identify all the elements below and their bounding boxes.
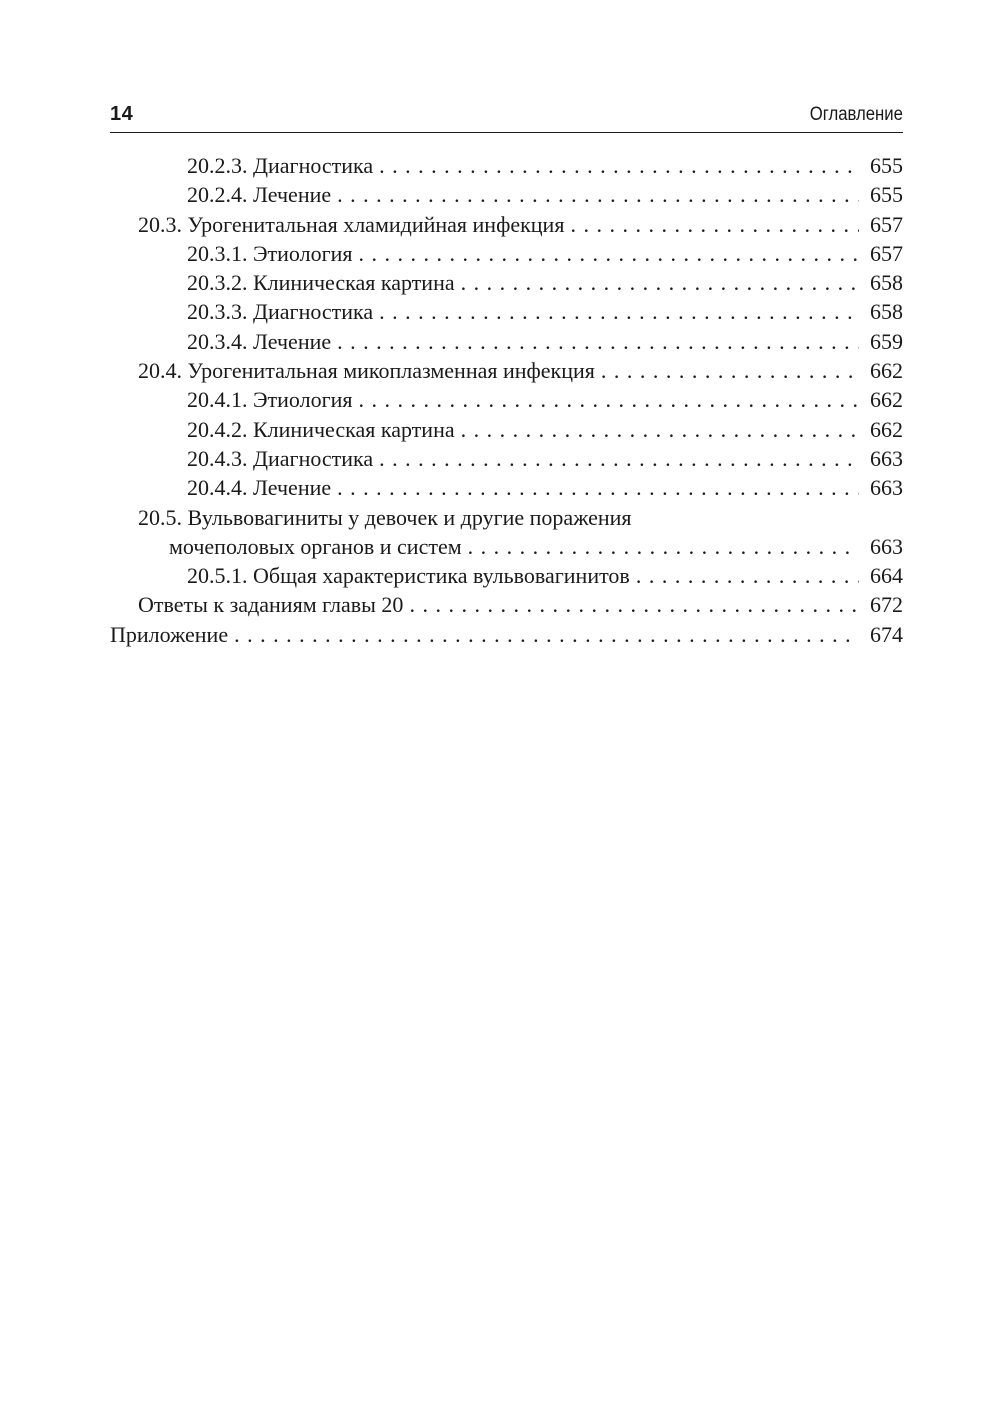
toc-entry-title: 20.3.3. Диагностика — [187, 299, 374, 325]
toc-entry-page: 657 — [870, 240, 903, 266]
toc-entry-20-3[interactable] — [110, 210, 903, 239]
toc-entry-page: 664 — [870, 563, 903, 589]
dot-leader — [601, 356, 859, 385]
toc-entry-title: 20.5.1. Общая характеристика вульвовагинитов — [187, 563, 630, 589]
table-of-contents — [110, 151, 903, 649]
dot-leader — [461, 415, 859, 444]
toc-entry-page: 662 — [870, 358, 903, 384]
toc-entry-20-2-4[interactable] — [110, 180, 903, 209]
toc-entry-20-4-3[interactable] — [110, 444, 903, 473]
dot-leader — [379, 297, 859, 326]
toc-entry-20-4-1[interactable] — [110, 385, 903, 414]
toc-entry-title: 20.4.1. Этиология — [187, 387, 353, 413]
toc-entry-title: 20.2.4. Лечение — [187, 182, 332, 208]
toc-entry-title: 20.4.3. Диагностика — [187, 445, 374, 471]
page-header — [110, 100, 903, 133]
toc-entry-title: Приложение — [110, 621, 229, 647]
toc-entry-page: 663 — [870, 475, 903, 501]
toc-entry-title: 20.4. Урогенитальная микоплазменная инфекция — [138, 358, 595, 384]
toc-entry-page: 663 — [870, 445, 903, 471]
toc-entry-title: 20.3. Урогенитальная хламидийная инфекция — [138, 211, 565, 237]
dot-leader — [461, 268, 859, 297]
toc-entry-title: 20.2.3. Диагностика — [187, 153, 374, 178]
running-title: Оглавление — [809, 104, 903, 125]
toc-entry-page: 662 — [870, 387, 903, 413]
toc-entry-appendix[interactable] — [110, 620, 903, 649]
page-number: 14 — [110, 103, 134, 125]
dot-leader — [379, 444, 859, 473]
toc-entry-20-4-2[interactable] — [110, 415, 903, 444]
toc-entry-title: 20.3.1. Этиология — [187, 240, 353, 266]
toc-entry-page: 655 — [870, 153, 903, 178]
toc-entry-20-5-line1[interactable] — [110, 503, 903, 532]
toc-entry-20-4-4[interactable] — [110, 473, 903, 502]
toc-entry-page: 662 — [870, 416, 903, 442]
toc-entry-page: 658 — [870, 299, 903, 325]
toc-entry-title: 20.3.2. Клиническая картина — [187, 270, 455, 296]
toc-entry-page: 672 — [870, 592, 903, 618]
dot-leader — [359, 239, 859, 268]
toc-entry-title: 20.3.4. Лечение — [187, 328, 332, 354]
toc-entry-answers-chapter-20[interactable] — [110, 590, 903, 619]
dot-leader — [337, 473, 859, 502]
dot-leader — [570, 210, 859, 239]
toc-entry-title: 20.4.4. Лечение — [187, 475, 332, 501]
toc-entry-20-5[interactable] — [110, 532, 903, 561]
toc-entry-page: 659 — [870, 328, 903, 354]
dot-leader — [636, 561, 859, 590]
dot-leader — [468, 532, 859, 561]
toc-entry-title: Ответы к заданиям главы 20 — [138, 592, 404, 618]
dot-leader — [337, 180, 859, 209]
toc-entry-title-continued: мочеполовых органов и систем — [169, 533, 462, 559]
toc-entry-page: 655 — [870, 182, 903, 208]
dot-leader — [379, 151, 859, 180]
toc-entry-title: 20.5. Вульвовагиниты у девочек и другие поражения — [138, 504, 632, 530]
toc-entry-20-3-4[interactable] — [110, 327, 903, 356]
toc-entry-page: 674 — [870, 621, 903, 647]
toc-entry-20-2-3[interactable] — [110, 151, 903, 180]
toc-entry-page: 663 — [870, 533, 903, 559]
dot-leader — [337, 327, 859, 356]
dot-leader — [409, 590, 859, 619]
toc-entry-page: 658 — [870, 270, 903, 296]
dot-leader — [234, 620, 859, 649]
toc-entry-20-5-1[interactable] — [110, 561, 903, 590]
toc-entry-20-3-1[interactable] — [110, 239, 903, 268]
toc-entry-20-3-2[interactable] — [110, 268, 903, 297]
toc-entry-title: 20.4.2. Клиническая картина — [187, 416, 455, 442]
toc-entry-20-4[interactable] — [110, 356, 903, 385]
dot-leader — [359, 385, 859, 414]
toc-entry-page: 657 — [870, 211, 903, 237]
toc-entry-20-3-3[interactable] — [110, 297, 903, 326]
